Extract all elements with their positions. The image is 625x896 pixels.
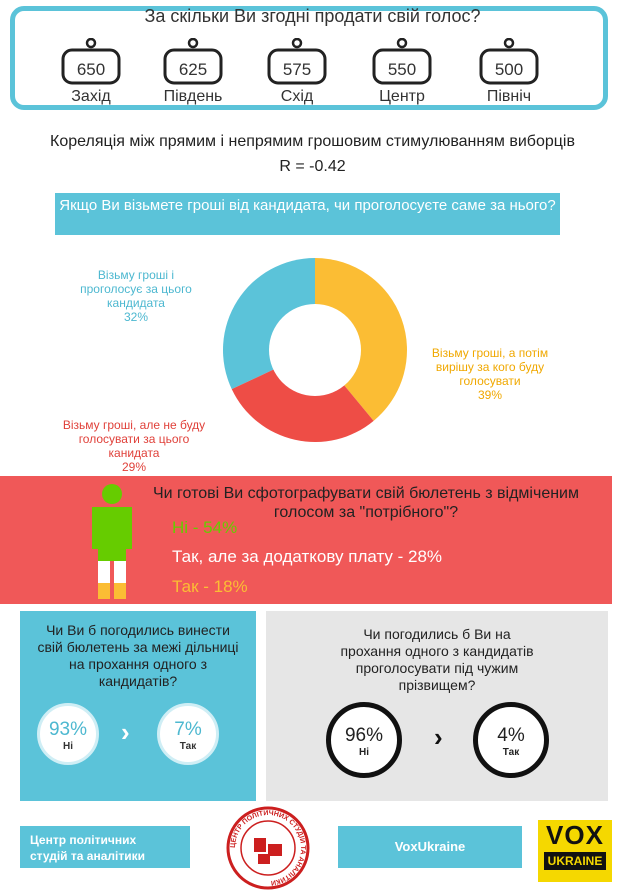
correlation-text: Кореляція між прямим і непрямим грошовим стимулюванням виборців	[50, 133, 575, 150]
voxukraine-logo	[538, 820, 612, 882]
label-line: Візьму гроші і	[97, 268, 175, 282]
ballot-out-question	[22, 622, 254, 690]
question-line: голосом за "потрібного"?	[273, 504, 459, 521]
region-purse-0	[45, 38, 137, 106]
option-yes: Так - 18%	[172, 577, 248, 596]
region-name: Захід	[71, 88, 111, 105]
option-no: Ні - 54%	[172, 518, 238, 537]
question-line: Чи готові Ви сфотографувати свій бюлетень з відміченим	[153, 485, 579, 502]
cpsa-seal-logo	[226, 806, 310, 890]
footer-line: Центр політичних	[30, 833, 137, 847]
other-name-no-circle	[326, 702, 402, 778]
option-yes-paid: Так, але за додаткову плату - 28%	[172, 547, 443, 566]
region-value: 650	[76, 60, 106, 79]
donut-hole	[269, 304, 361, 396]
slice-label-not-vote	[46, 418, 222, 474]
person-icon	[88, 482, 136, 600]
label-value: 32%	[123, 310, 149, 324]
answer-label: Ні	[63, 741, 73, 752]
question-line: проголосувати під чужим	[355, 660, 519, 676]
question-line: на прохання одного з	[68, 656, 208, 672]
chevron-right-icon: ›	[434, 722, 443, 752]
label-value: 29%	[121, 460, 147, 474]
label-line: канидата	[108, 446, 160, 460]
region-value: 500	[494, 60, 524, 79]
other-name-yes-circle	[473, 702, 549, 778]
pct-value: 96%	[344, 725, 384, 746]
label-value: 39%	[477, 388, 503, 402]
region-name: Центр	[379, 88, 425, 105]
donut-chart	[200, 235, 430, 465]
question-line: кандидатів?	[98, 673, 178, 689]
price-question: За скільки Ви згодні продати свій голос?	[144, 6, 481, 26]
question-line: Чи Ви б погодились винести	[46, 622, 230, 638]
answer-label: Так	[179, 741, 197, 752]
question-line: прохання одного з кандидатів	[340, 643, 534, 659]
answer-label: Ні	[359, 747, 369, 758]
logo-bottom: UKRAINE	[544, 852, 606, 870]
logo-top: VOX	[546, 820, 604, 850]
chevron-right-icon: ›	[121, 717, 130, 747]
pct-value: 7%	[174, 719, 202, 740]
answer-label: Так	[502, 747, 520, 758]
vote-question-banner: Якщо Ви візьмете гроші від кандидата, чи проголосуєте саме за нього?	[55, 193, 560, 235]
slice-label-take-vote	[66, 268, 206, 324]
question-line: свій бюлетень за межі дільниці	[37, 639, 239, 655]
label-line: Візьму гроші, але не буду	[62, 418, 206, 432]
label-line: проголосує за цього	[80, 282, 192, 296]
photo-question	[136, 484, 596, 522]
question-line: прізвищем?	[398, 677, 476, 693]
region-name: Північ	[486, 88, 532, 105]
ballot-out-yes-circle	[157, 703, 219, 765]
region-value: 575	[282, 60, 312, 79]
correlation-value: R = -0.42	[279, 158, 346, 175]
label-line: голосувати	[459, 374, 521, 388]
region-purse-4	[463, 38, 555, 106]
region-purse-3	[356, 38, 448, 106]
pct-value: 93%	[48, 719, 88, 740]
question-line: Чи погодились б Ви на	[363, 626, 511, 642]
label-line: Візьму гроші, а потім	[431, 346, 549, 360]
region-purse-1	[147, 38, 239, 106]
region-purse-2	[251, 38, 343, 106]
label-line: вирішу за кого буду	[435, 360, 545, 374]
region-value: 625	[178, 60, 208, 79]
pct-value: 4%	[497, 725, 525, 746]
cpsa-name-box	[20, 826, 190, 868]
footer-line: студій та аналітики	[30, 849, 145, 863]
region-name: Схід	[280, 88, 314, 105]
region-value: 550	[387, 60, 417, 79]
svg-text:ЦЕНТР ПОЛІТИЧНИХ СТУДІЙ ТА АНА: ЦЕНТР ПОЛІТИЧНИХ СТУДІЙ ТА АНАЛІТИКИ	[229, 809, 307, 886]
region-name: Південь	[163, 88, 223, 105]
other-name-question	[268, 626, 606, 694]
label-line: кандидата	[107, 296, 165, 310]
label-line: голосувати за цього	[78, 432, 190, 446]
slice-label-decide-later	[420, 346, 560, 402]
voxukraine-name-box: VoxUkraine	[338, 826, 522, 868]
ballot-out-no-circle	[37, 703, 99, 765]
